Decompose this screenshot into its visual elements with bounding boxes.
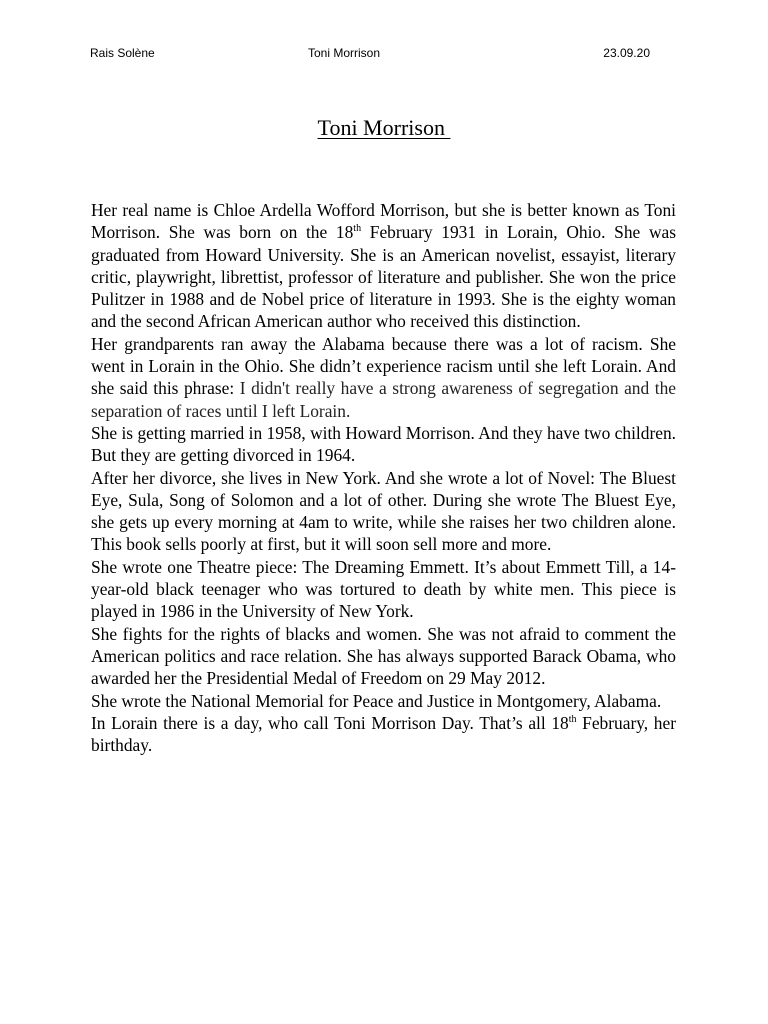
header-date: 23.09.20 [603, 46, 650, 60]
paragraph-birth-text-b: February 1931 in Lorain, Ohio. She was graduated from Howard University. She is an American novelist, essayist, literary critic, playwright, librettist, professor of literature and publisher. She won the price Pulitzer in 1988 and de Nobel price of literature in 1993. She is the eighty woman and the second African American author who received this distinction. [91, 222, 677, 332]
paragraph-activism: She fights for the rights of blacks and women. She was not afraid to comment the American politics and race relation. She has always supported Barack Obama, who awarded her the Presidential Medal of Freedom on 29 May 2012. [91, 623, 676, 689]
page-header [90, 44, 650, 62]
ordinal-suffix: th [353, 223, 362, 235]
paragraph-birth [91, 199, 676, 333]
paragraph-novels: After her divorce, she lives in New York. And she wrote a lot of Novel: The Bluest Eye, Sula, Song of Solomon and a lot of other. During she wrote The Bluest Eye, she gets up every morning at 4am to write, while she raises her two children alone. This book sells poorly at first, but it will soon sell more and more. [91, 467, 676, 555]
paragraph-birth-text-a: Her real name is Chloe Ardella Wofford Morrison, but she is better known as Toni Morrison. She was born on the 18 [91, 200, 676, 243]
paragraph-memorial: She wrote the National Memorial for Peace and Justice in Montgomery, Alabama. [91, 690, 662, 711]
quote-text: I didn't really have a strong awareness of segregation and the separation of races until I left Lorain. [91, 378, 676, 421]
paragraph-morrison-day-text-b: February, her birthday. [91, 712, 676, 756]
paragraph-marriage: She is getting married in 1958, with Howard Morrison. And they have two children. But they are getting divorced in 1964. [91, 422, 676, 466]
header-author: Rais Solène [90, 46, 155, 60]
document-title-container [0, 113, 768, 143]
header-subject: Toni Morrison [308, 46, 381, 60]
paragraph-theatre: She wrote one Theatre piece: The Dreaming Emmett. It’s about Emmett Till, a 14-year-old black teenager who was tortured to death by white men. This piece is played in 1986 in the University of New York. [91, 556, 676, 622]
paragraph-childhood [91, 333, 676, 422]
paragraph-morrison-day [91, 712, 676, 757]
paragraph-morrison-day-text-a: In Lorain there is a day, who call Toni Morrison Day. That’s all 18 [91, 712, 569, 733]
document-body [91, 199, 676, 756]
document-title: Toni Morrison [317, 115, 451, 140]
ordinal-suffix: th [568, 714, 577, 726]
paragraph-childhood-text: Her grandparents ran away the Alabama because there was a lot of racism. She went in Lorain in the Ohio. She didn’t experience racism until she left Lorain. And she said this phrase: [91, 333, 676, 399]
